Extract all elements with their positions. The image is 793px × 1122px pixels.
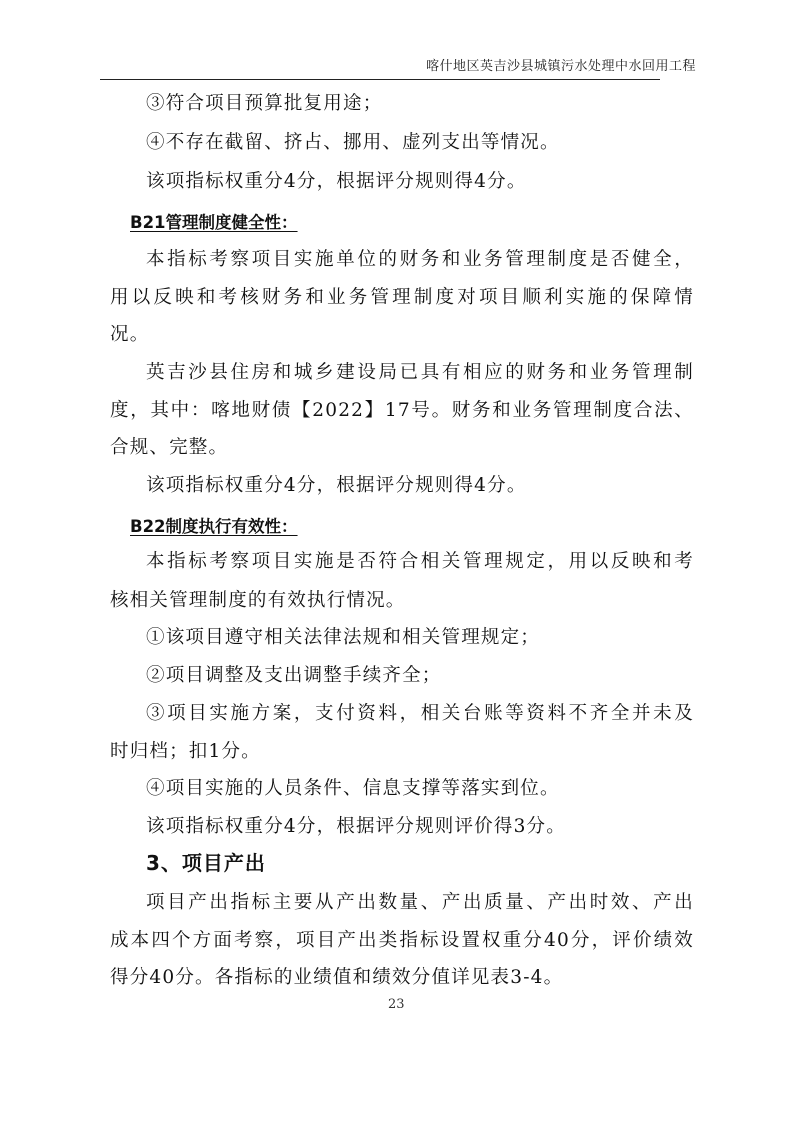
- paragraph-line: 用以反映和考核财务和业务管理制度对项目顺利实施的保障情: [110, 287, 694, 308]
- list-item: ②项目调整及支出调整手续齐全；: [146, 665, 442, 686]
- paragraph-line: 核相关管理制度的有效执行情况。: [110, 590, 406, 611]
- page-number: 23: [388, 997, 405, 1012]
- paragraph-line: 项目产出指标主要从产出数量、产出质量、产出时效、产出: [146, 892, 694, 913]
- paragraph-line: 英吉沙县住房和城乡建设局已具有相应的财务和业务管理制: [146, 362, 694, 383]
- list-item: ①该项目遵守相关法律法规和相关管理规定；: [146, 627, 541, 648]
- text-line: 该项指标权重分4分，根据评分规则得4分。: [146, 171, 527, 192]
- document-header: 喀什地区英吉沙县城镇污水处理中水回用工程: [425, 59, 696, 74]
- list-item: ④项目实施的人员条件、信息支撑等落实到位。: [146, 778, 560, 799]
- list-item-continuation: 时归档；扣1分。: [110, 741, 261, 762]
- paragraph-line: 况。: [110, 324, 150, 345]
- section-heading-b22: B22制度执行有效性：: [130, 517, 298, 536]
- section-heading-3: 3、项目产出: [146, 851, 266, 875]
- text-line: ③符合项目预算批复用途；: [146, 93, 383, 114]
- section-heading-b21: B21管理制度健全性：: [130, 213, 298, 232]
- list-item: ③项目实施方案，支付资料，相关台账等资料不齐全并未及: [146, 703, 694, 724]
- paragraph-line: 本指标考察项目实施单位的财务和业务管理制度是否健全，: [146, 249, 694, 270]
- paragraph-line: 合规、完整。: [110, 437, 229, 458]
- paragraph-line: 本指标考察项目实施是否符合相关管理规定，用以反映和考: [146, 551, 694, 572]
- text-line: 该项指标权重分4分，根据评分规则评价得3分。: [146, 816, 566, 837]
- text-line: 该项指标权重分4分，根据评分规则得4分。: [146, 475, 527, 496]
- paragraph-line: 成本四个方面考察，项目产出类指标设置权重分40分，评价绩效: [110, 930, 694, 951]
- text-line: ④不存在截留、挤占、挪用、虚列支出等情况。: [146, 132, 560, 153]
- paragraph-line: 度，其中：喀地财债【2022】17号。财务和业务管理制度合法、: [110, 400, 694, 421]
- header-divider: [100, 79, 660, 80]
- paragraph-line: 得分40分。各指标的业绩值和绩效分值详见表3-4。: [110, 967, 564, 988]
